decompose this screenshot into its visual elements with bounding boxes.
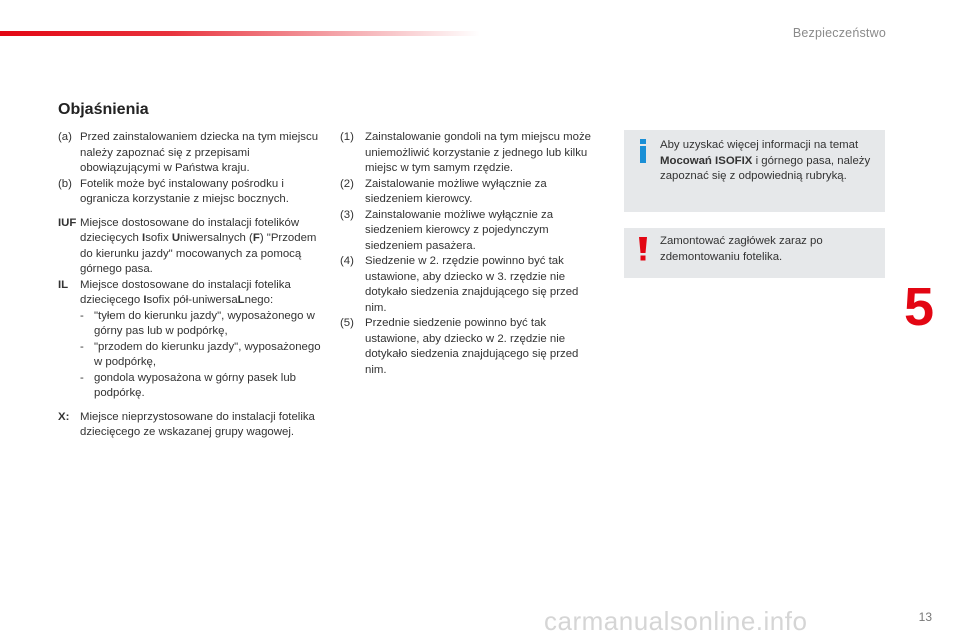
note-2	[340, 177, 602, 208]
note-5	[340, 316, 602, 378]
note-text: Fotelik może być instalowany pośrodku i ogranicza korzystanie z miejsc bocznych.	[80, 177, 289, 205]
legend-text: Miejsce dostosowane do instalacji fotelika dziecięcego Isofix pół-uniwersaLnego:	[80, 278, 291, 306]
note-text: Zainstalowanie gondoli na tym miejscu może uniemożliwić korzystanie z jednego lub kilku miejsc w tym samym rzędzie.	[365, 131, 592, 174]
section-header: Bezpieczeństwo	[792, 26, 886, 40]
note-a	[58, 130, 323, 177]
info-icon	[636, 138, 650, 164]
note-key: (2)	[340, 177, 354, 190]
chapter-number: 5	[904, 277, 935, 337]
note-text: Przednie siedzenie powinno być tak ustawione, aby dziecko w 2. rzędzie nie dotykało siedzenia znajdującego się przed nim.	[365, 317, 579, 376]
note-key: (a)	[58, 131, 72, 143]
note-key: (5)	[340, 317, 354, 329]
header-accent-bar	[0, 31, 480, 36]
list-item: - "przodem do kierunku jazdy", wyposażonego w podpórkę,	[80, 340, 321, 368]
legend-il	[58, 278, 323, 309]
middle-column	[340, 130, 602, 378]
legend-key: IUF	[58, 216, 77, 229]
legend-text: Miejsce dostosowane do instalacji fotelików dziecięcych Isofix Uniwersalnych (F) "Przodem do kierunku jazdy" mocowanych za pomocą górnego pasa.	[80, 216, 317, 275]
note-key: (3)	[340, 208, 354, 221]
note-text: Zainstalowanie możliwe wyłącznie za siedzeniem kierowcy z pojedynczym siedzeniem pasażera.	[365, 208, 554, 252]
info-box	[624, 130, 885, 212]
note-key: (4)	[340, 255, 354, 267]
note-text: Przed zainstalowaniem dziecka na tym miejscu należy zapoznać się z przepisami obowiązującymi w Państwa kraju.	[80, 131, 319, 174]
list-item: - "tyłem do kierunku jazdy", wyposażonego w górny pas lub w podpórkę,	[80, 309, 315, 337]
note-4	[340, 254, 602, 316]
note-3	[340, 208, 602, 255]
note-b	[58, 177, 323, 208]
note-text: Siedzenie w 2. rzędzie powinno być tak ustawione, aby dziecko w 3. rzędzie nie dotykało siedzenia znajdującego się przed nim.	[365, 255, 579, 314]
legend-text: Miejsce nieprzystosowane do instalacji fotelika dziecięcego ze wskazanej grupy wagowej.	[80, 410, 315, 438]
note-key: (b)	[58, 177, 72, 190]
warning-text: Zamontować zagłówek zaraz po zdemontowaniu fotelika.	[660, 235, 823, 263]
info-text: Aby uzyskać więcej informacji na temat Mocowań ISOFIX i górnego pasa, należy zapoznać się z odpowiednią rubryką.	[660, 139, 871, 182]
page-title: Objaśnienia	[58, 101, 149, 118]
warning-box	[624, 228, 885, 278]
page-number: 13	[918, 610, 932, 624]
note-1	[340, 130, 602, 177]
note-key: (1)	[340, 131, 354, 143]
exclamation-icon	[636, 236, 650, 262]
watermark: carmanualsonline.info	[544, 606, 808, 636]
legend-x	[58, 410, 323, 441]
note-text: Zaistalowanie możliwe wyłącznie za siedzeniem kierowcy.	[365, 177, 547, 205]
left-column	[58, 130, 323, 441]
legend-key: X:	[58, 410, 70, 423]
list-item: - gondola wyposażona w górny pasek lub podpórkę.	[80, 371, 297, 399]
legend-key: IL	[58, 278, 69, 291]
legend-iuf	[58, 216, 323, 278]
